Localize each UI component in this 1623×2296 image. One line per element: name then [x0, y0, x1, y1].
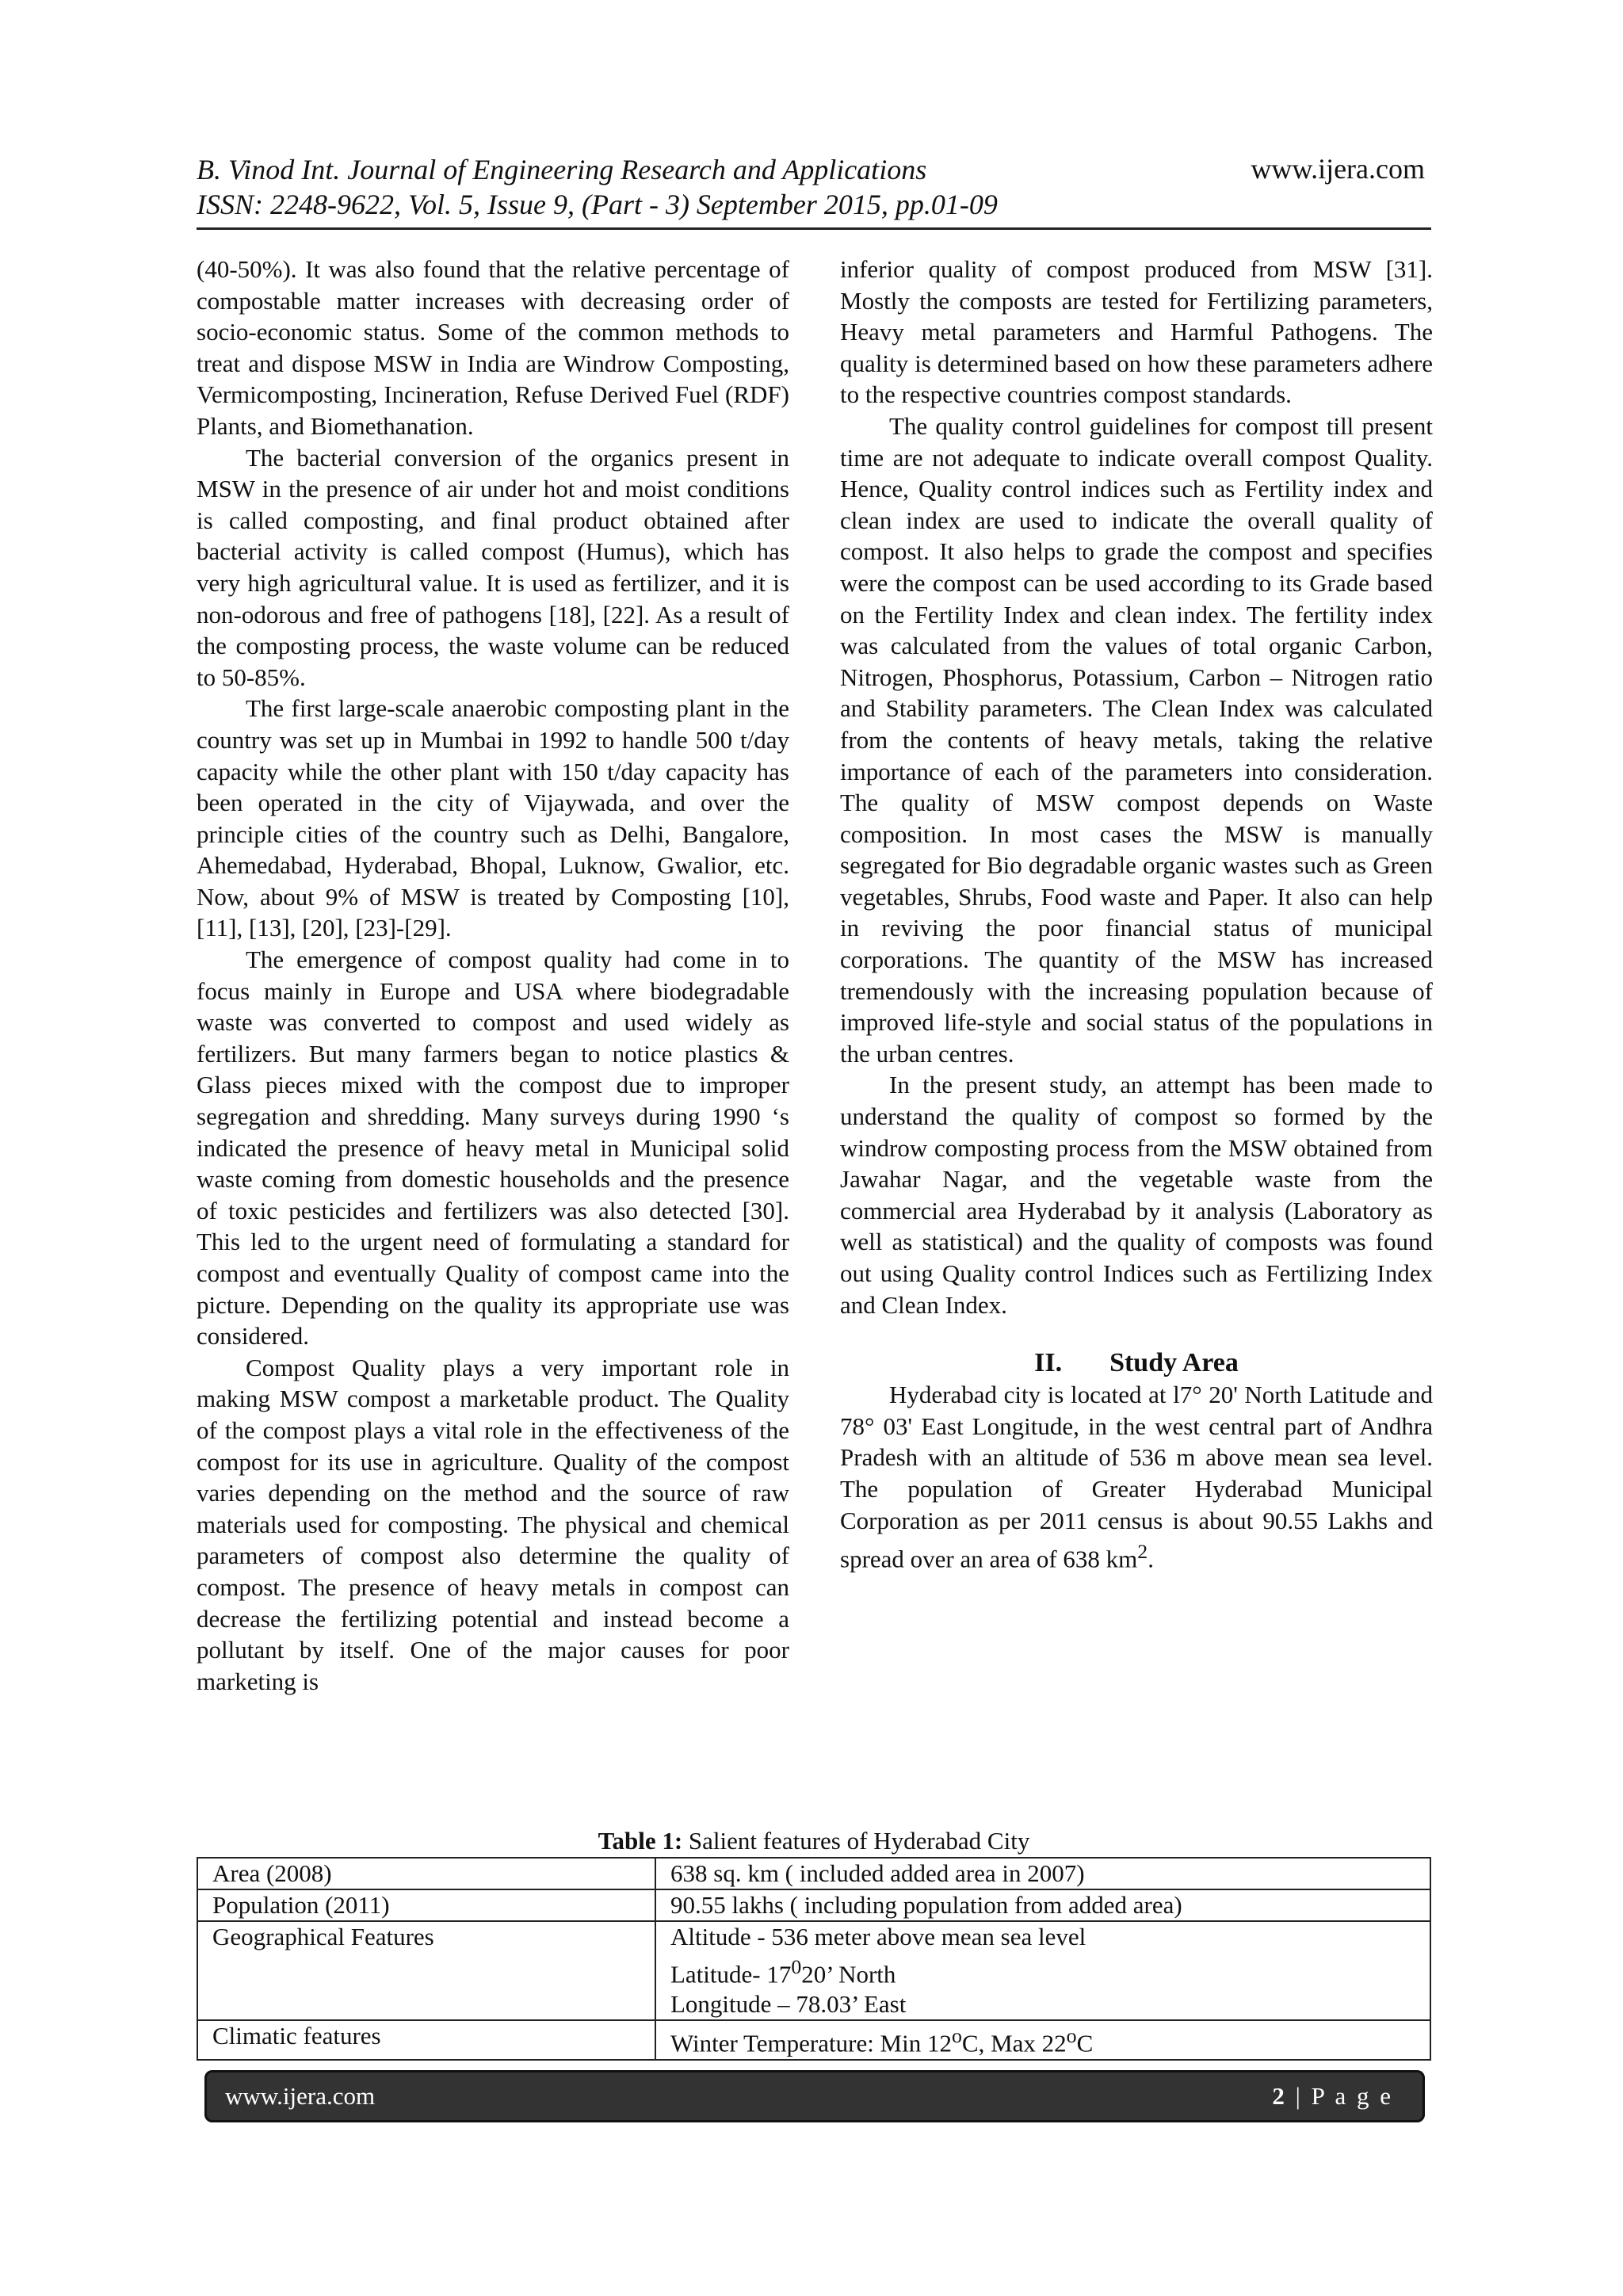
page-number-value: 2 [1272, 2082, 1287, 2110]
longitude-line: Longitude – 78.03’ East [670, 1990, 907, 2019]
section-heading [840, 1347, 1433, 1379]
page-number [1272, 2070, 1393, 2122]
page-label: | P a g e [1286, 2082, 1393, 2110]
paragraph: The quality control guidelines for compost till present time are not adequate to indicate overall compost Quality. Hence, Quality control indices such as Fertility index and clean index are used to indicate the overall quality of compost. It also helps to grade the compost and specifies were the compost can be used according to its Grade based on the Fertility Index and clean index. The fertility index was calculated from the values of total organic Carbon, Nitrogen, Phosphorus, Potassium, Carbon – Nitrogen ratio and Stability parameters. The Clean Index was calculated from the contents of heavy metals, taking the relative importance of each of the parameters into consideration. The quality of MSW compost depends on Waste composition. In most cases the MSW is manually segregated for Bio degradable organic wastes such as Green vegetables, Shrubs, Food waste and Paper. It also can help in reviving the poor financial status of municipal corporations. The quantity of the MSW has increased tremendously with the increasing population because of improved life-style and social status of the populations in the urban centres. [840, 411, 1433, 1068]
table-cell: Climatic features [197, 2020, 655, 2059]
latitude-line [670, 1952, 1415, 1989]
table-row [197, 1921, 1430, 2020]
left-column [197, 254, 789, 1697]
table-caption-text: Salient features of Hyderabad City [682, 1827, 1030, 1855]
table-row [197, 2020, 1430, 2059]
table-caption [197, 1827, 1431, 1855]
right-column [840, 254, 1433, 1575]
header-rule [197, 227, 1431, 230]
paragraph: The emergence of compost quality had come in to focus mainly in Europe and USA where biodegradable waste was converted to compost and used widely as fertilizers. But many farmers began to notice plastics & Glass pieces mixed with the compost due to improper segregation and shredding. Many surveys during 1990 ‘s indicated the presence of heavy metal in Municipal solid waste coming from domestic households and the presence of toxic pesticides and fertilizers was also detected [30]. This led to the urgent need of formulating a standard for compost and eventually Quality of compost came into the picture. Depending on the quality its appropriate use was considered. [197, 946, 789, 1350]
running-header [197, 152, 1430, 222]
page-footer [204, 2070, 1425, 2122]
paragraph: Compost Quality plays a very important role in making MSW compost a marketable product. The Quality of the compost plays a vital role in the effectiveness of the compost for its use in agriculture. Quality of the compost varies depending on the method and the source of raw materials used for composting. The physical and chemical parameters of compost also determine the quality of compost. The presence of heavy metals in compost can decrease the fertilizing potential and instead become a pollutant by itself. One of the major causes for poor marketing is [197, 1353, 789, 1695]
section-title: Study Area [1109, 1348, 1239, 1378]
table-cell [655, 1921, 1430, 2020]
table-cell: 90.55 lakhs ( including population from added area) [655, 1889, 1430, 1921]
table-cell: 638 sq. km ( included added area in 2007) [655, 1858, 1430, 1889]
latitude-text-end: 20’ North [801, 1960, 896, 1988]
altitude-line: Altitude - 536 meter above mean sea level [670, 1923, 1086, 1950]
temperature-text: Winter Temperature: Min 12 [670, 2029, 952, 2057]
temperature-text: C [1076, 2029, 1094, 2057]
temperature-text: C, Max 22 [961, 2029, 1067, 2057]
issn-line: ISSN: 2248-9622, Vol. 5, Issue 9, (Part - 3) September 2015, pp.01-09 [197, 189, 998, 220]
paragraph: inferior quality of compost produced from MSW [31]. Mostly the composts are tested for Fertilizing parameters, Heavy metal parameters and Harmful Pathogens. The quality is determined based on how these parameters adhere to the respective countries compost standards. [840, 255, 1433, 409]
paragraph: The bacterial conversion of the organics present in MSW in the presence of air under hot and moist conditions is called composting, and final product obtained after bacterial activity is called compost (Humus), which has very high agricultural value. It is used as fertilizer, and it is non-odorous and free of pathogens [18], [22]. As a result of the composting process, the waste volume can be reduced to 50-85%. [197, 443, 789, 691]
paragraph: In the present study, an attempt has been made to understand the quality of compost so formed by the windrow composting process from the MSW obtained from Jawahar Nagar, and the vegetable waste from the commercial area Hyderabad by it analysis (Laboratory as well as statistical) and the quality of composts was found out using Quality control Indices such as Fertilizing Index and Clean Index. [840, 1071, 1433, 1319]
salient-features-table [197, 1857, 1431, 2061]
table-caption-label: Table 1: [598, 1827, 683, 1855]
table-cell: Population (2011) [197, 1889, 655, 1921]
latitude-text: Latitude- 17 [670, 1960, 792, 1988]
paragraph: (40-50%). It was also found that the relative percentage of compostable matter increases with decreasing order of socio-economic status. Some of the common methods to treat and dispose MSW in India are Windrow Composting, Vermicomposting, Incineration, Refuse Derived Fuel (RDF) Plants, and Biomethanation. [197, 255, 789, 440]
superscript: o [952, 2024, 962, 2048]
table-cell: Geographical Features [197, 1921, 655, 2020]
paragraph: The first large-scale anaerobic composting plant in the country was set up in Mumbai in 1992 to handle 500 t/day capacity while the other plant with 150 t/day capacity has been operated in the city of Vijaywada, and over the principle cities of the country such as Delhi, Bangalore, Ahemedabad, Hyderabad, Bhopal, Luknow, Gwalior, etc. Now, about 9% of MSW is treated by Composting [10], [11], [13], [20], [23]-[29]. [197, 694, 789, 942]
journal-title-line: B. Vinod Int. Journal of Engineering Research and Applications [197, 154, 927, 185]
paragraph [840, 1379, 1433, 1575]
paragraph-text: Hyderabad city is located at l7° 20' North Latitude and 78° 03' East Longitude, in the west central part of Andhra Pradesh with an altitude of 536 m above mean sea level. The population of Greater Hyderabad Municipal Corporation as per 2011 census is about 90.55 Lakhs and spread over an area of 638 km [840, 1381, 1433, 1573]
section-number: II. [1034, 1348, 1063, 1378]
header-url: www.ijera.com [1251, 153, 1425, 185]
superscript: o [1066, 2024, 1077, 2048]
table-cell [655, 2020, 1430, 2059]
footer-url[interactable]: www.ijera.com [225, 2082, 376, 2110]
table-cell: Area (2008) [197, 1858, 655, 1889]
superscript: 0 [791, 1955, 802, 1978]
superscript: 2 [1137, 1540, 1148, 1564]
table-row [197, 1858, 1430, 1889]
table-row [197, 1889, 1430, 1921]
paragraph-end: . [1148, 1545, 1154, 1573]
